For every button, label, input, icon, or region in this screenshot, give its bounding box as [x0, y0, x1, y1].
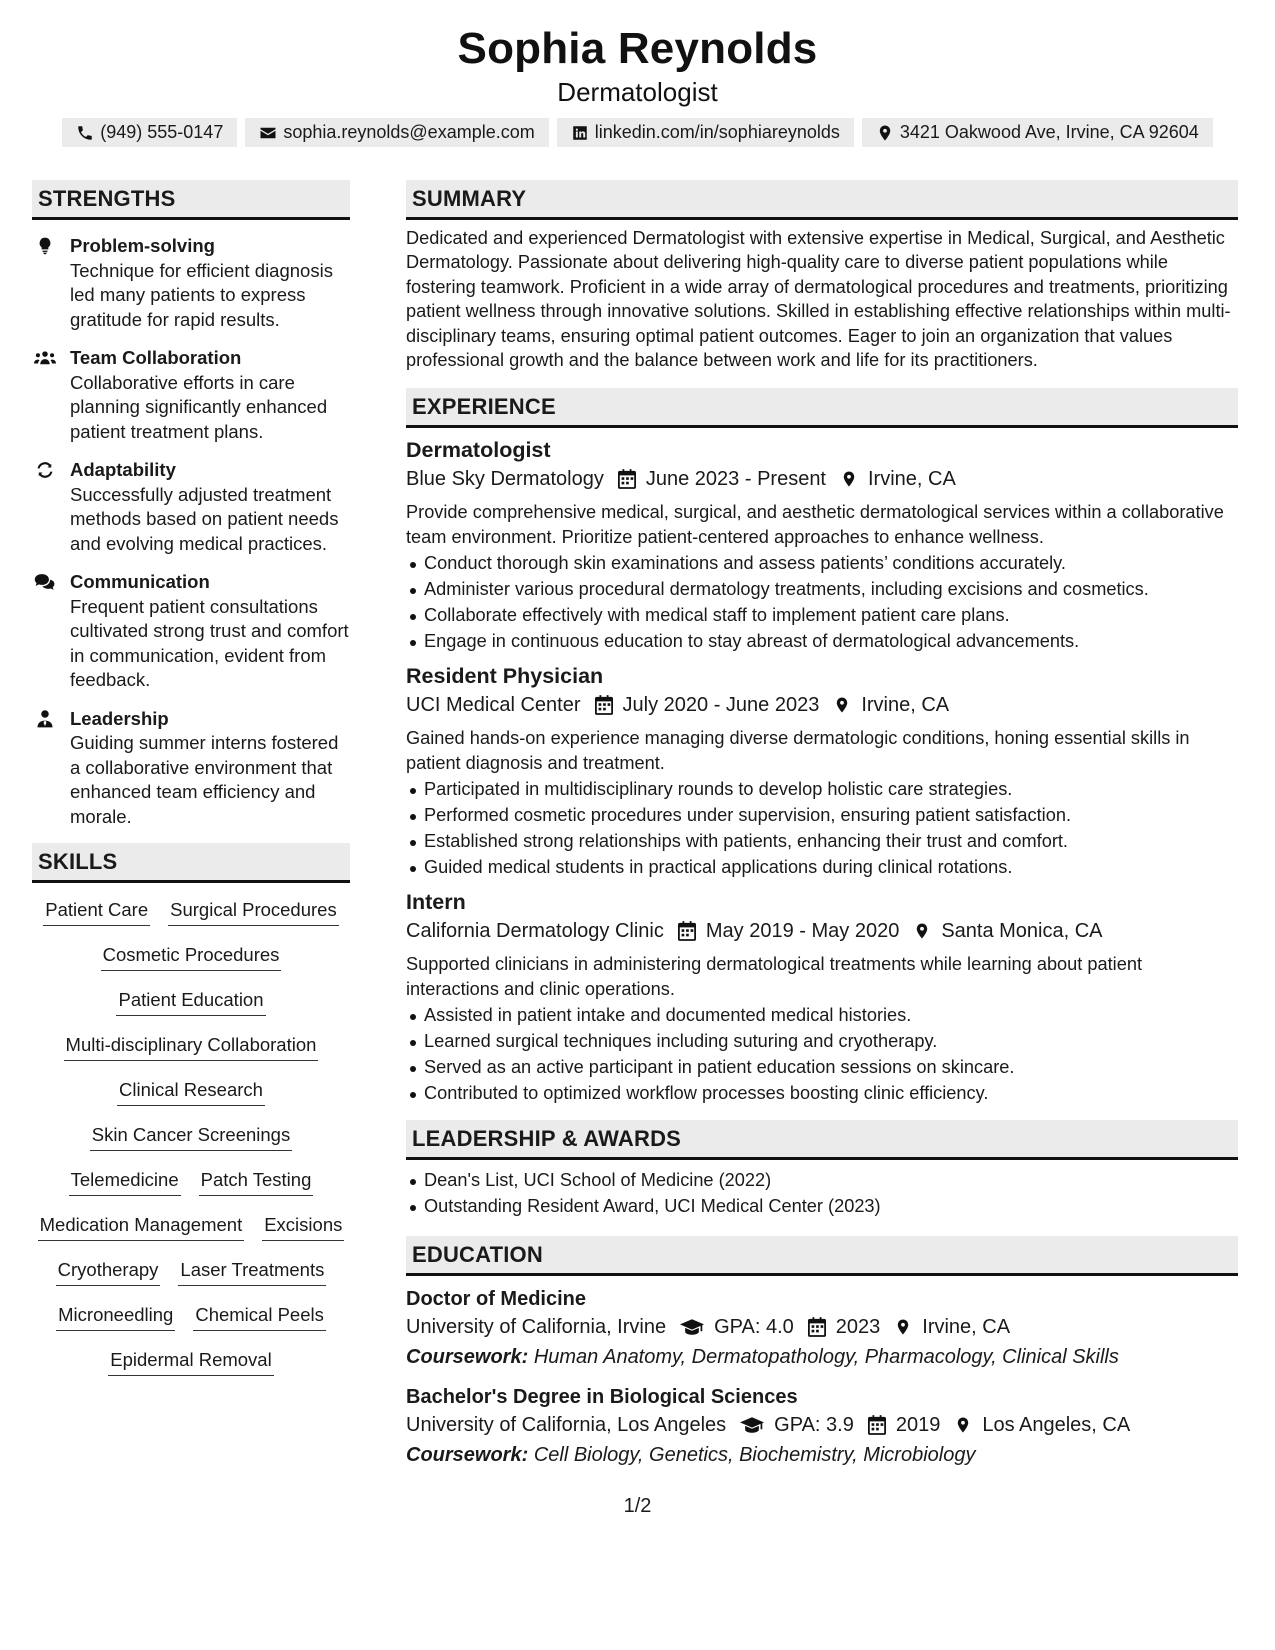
job-entry	[406, 436, 1238, 654]
skill-tag: Patient Education	[116, 987, 265, 1016]
strength-text: Frequent patient consultations cultivated strong trust and comfort in communication, evident from feedback.	[70, 595, 349, 690]
education-entry	[406, 1286, 1238, 1372]
calendar-icon	[808, 1317, 826, 1337]
strength-title: Problem-solving	[70, 235, 215, 256]
list-item: Administer various procedural dermatology treatments, including excisions and cosmetics.	[406, 577, 1238, 603]
education-heading: EDUCATION	[406, 1236, 1238, 1276]
experience-heading: EXPERIENCE	[406, 388, 1238, 428]
comments-icon	[34, 572, 56, 592]
summary-text: Dedicated and experienced Dermatologist with extensive expertise in Medical, Surgical, and Aesthetic Dermatology. Passionate about delivering high-quality care to diverse patient populations while fostering teamwork. Proficient in a wide array of dermatological procedures and treatments, prioritizing patient wellness through innovative solutions. Skilled in establishing effective relationships within multi-disciplinary teams, ensuring optimal patient outcomes. Eager to join an organization that values professional growth and the balance between work and life for its practitioners.	[406, 228, 1231, 371]
strength-title: Adaptability	[70, 459, 176, 480]
page-number: 1/2	[623, 1495, 652, 1517]
skill-tag: Patient Care	[43, 897, 150, 926]
calendar-icon	[618, 469, 636, 489]
coursework-label: Coursework:	[406, 1346, 529, 1369]
strength-title: Team Collaboration	[70, 347, 242, 368]
strength-item	[32, 707, 350, 830]
job-dates: May 2019 - May 2020	[705, 920, 900, 943]
map-pin-icon	[954, 1415, 972, 1435]
job-meta	[406, 916, 1238, 946]
list-item: Engage in continuous education to stay abreast of dermatological advancements.	[406, 629, 1238, 655]
job-title: Resident Physician	[406, 664, 604, 689]
list-item: Served as an active participant in patient education sessions on skincare.	[406, 1055, 1238, 1081]
candidate-role: Dermatologist	[557, 77, 718, 107]
skill-tag: Skin Cancer Screenings	[90, 1122, 292, 1151]
phone-icon	[76, 124, 94, 142]
strengths-heading: STRENGTHS	[32, 180, 350, 220]
list-item: Outstanding Resident Award, UCI Medical Center (2023)	[406, 1194, 1238, 1220]
users-icon	[34, 348, 56, 368]
school-location: Irvine, CA	[922, 1316, 1011, 1339]
job-meta	[406, 464, 1238, 494]
skill-tag: Microneedling	[56, 1302, 175, 1331]
coursework-list: Cell Biology, Genetics, Biochemistry, Microbiology	[533, 1444, 976, 1467]
map-pin-icon	[876, 124, 894, 142]
skill-tag: Surgical Procedures	[168, 897, 339, 926]
job-bullets	[406, 551, 1238, 654]
contact-bar	[0, 118, 1275, 147]
resume-body	[32, 180, 1244, 1482]
gpa: GPA: 4.0	[714, 1316, 794, 1339]
contact-phone[interactable]	[62, 118, 237, 147]
summary-heading: SUMMARY	[406, 180, 1238, 220]
skill-tag: Cosmetic Procedures	[101, 942, 282, 971]
job-title: Intern	[406, 890, 466, 915]
list-item: Established strong relationships with patients, enhancing their trust and comfort.	[406, 829, 1238, 855]
skill-tag: Cryotherapy	[56, 1257, 161, 1286]
list-item: Guided medical students in practical applications during clinical rotations.	[406, 855, 1238, 881]
strength-item	[32, 458, 350, 556]
education-meta	[406, 1312, 1238, 1342]
linkedin-icon	[571, 124, 589, 142]
resume-header	[0, 0, 1275, 147]
job-description: Provide comprehensive medical, surgical, and aesthetic dermatological services within a collaborative team environment. Prioritize patient-centered approaches to enhance wellness.	[406, 502, 1224, 547]
job-title: Dermatologist	[406, 438, 551, 463]
sync-icon	[34, 460, 56, 480]
list-item: Conduct thorough skin examinations and assess patients’ conditions accurately.	[406, 551, 1238, 577]
map-pin-icon	[894, 1317, 912, 1337]
map-pin-icon	[913, 921, 931, 941]
contact-address[interactable]	[862, 118, 1213, 147]
strength-item	[32, 346, 350, 444]
skill-tag: Chemical Peels	[193, 1302, 326, 1331]
right-column	[406, 180, 1238, 1482]
strength-item	[32, 234, 350, 332]
calendar-icon	[678, 921, 696, 941]
job-location: Irvine, CA	[868, 468, 956, 491]
skills-list	[32, 897, 350, 1392]
strength-title: Leadership	[70, 707, 169, 729]
job-dates: June 2023 - Present	[645, 468, 826, 491]
coursework	[406, 1440, 1238, 1470]
skill-tag: Patch Testing	[199, 1167, 314, 1196]
skill-tag: Excisions	[262, 1212, 344, 1241]
graduation-cap-icon	[740, 1415, 764, 1435]
envelope-icon	[259, 124, 277, 142]
skill-tag: Epidermal Removal	[108, 1347, 273, 1376]
user-tie-icon	[34, 709, 56, 729]
lightbulb-icon	[34, 236, 56, 256]
job-description: Gained hands-on experience managing diverse dermatologic conditions, honing essential skills in patient diagnosis and treatment.	[406, 728, 1190, 773]
graduation-year: 2023	[835, 1316, 881, 1339]
graduation-cap-icon	[680, 1317, 704, 1337]
awards-heading: LEADERSHIP & AWARDS	[406, 1120, 1238, 1160]
calendar-icon	[595, 695, 613, 715]
awards-list	[406, 1168, 1238, 1220]
list-item: Performed cosmetic procedures under supervision, ensuring patient satisfaction.	[406, 803, 1238, 829]
skill-tag: Medication Management	[38, 1212, 245, 1241]
education-meta	[406, 1410, 1238, 1440]
candidate-name: Sophia Reynolds	[457, 24, 818, 73]
strengths-list	[32, 234, 350, 829]
job-location: Irvine, CA	[861, 694, 950, 717]
skill-tag: Telemedicine	[69, 1167, 181, 1196]
skills-heading: SKILLS	[32, 843, 350, 883]
job-org: UCI Medical Center	[406, 694, 581, 717]
contact-linkedin-text: linkedin.com/in/sophiareynolds	[594, 122, 840, 142]
job-entry	[406, 888, 1238, 1106]
school-location: Los Angeles, CA	[982, 1414, 1131, 1437]
list-item: Learned surgical techniques including suturing and cryotherapy.	[406, 1029, 1238, 1055]
education-entry	[406, 1384, 1238, 1470]
job-bullets	[406, 1003, 1238, 1106]
contact-linkedin[interactable]	[557, 118, 854, 147]
list-item: Assisted in patient intake and documented medical histories.	[406, 1003, 1238, 1029]
job-dates: July 2020 - June 2023	[622, 694, 820, 717]
contact-email-text: sophia.reynolds@example.com	[283, 122, 535, 142]
left-column	[32, 180, 350, 1482]
job-org: California Dermatology Clinic	[406, 920, 664, 943]
calendar-icon	[868, 1415, 886, 1435]
skill-tag: Clinical Research	[117, 1077, 265, 1106]
graduation-year: 2019	[895, 1414, 941, 1437]
coursework-list: Human Anatomy, Dermatopathology, Pharmacology, Clinical Skills	[533, 1346, 1119, 1369]
list-item: Dean's List, UCI School of Medicine (2022)	[406, 1168, 1238, 1194]
contact-email[interactable]	[245, 118, 548, 147]
strength-title: Communication	[70, 571, 210, 592]
job-org: Blue Sky Dermatology	[406, 468, 604, 491]
list-item: Participated in multidisciplinary rounds to develop holistic care strategies.	[406, 777, 1238, 803]
coursework-label: Coursework:	[406, 1444, 529, 1467]
contact-phone-text: (949) 555-0147	[100, 122, 224, 142]
list-item: Collaborate effectively with medical staff to implement patient care plans.	[406, 603, 1238, 629]
strength-text: Technique for efficient diagnosis led many patients to express gratitude for rapid results.	[70, 259, 333, 330]
coursework	[406, 1342, 1238, 1372]
skill-tag: Laser Treatments	[178, 1257, 326, 1286]
list-item: Contributed to optimized workflow processes boosting clinic efficiency.	[406, 1081, 1238, 1107]
job-bullets	[406, 777, 1238, 880]
job-meta	[406, 690, 1238, 720]
job-entry	[406, 662, 1238, 880]
degree-title: Bachelor's Degree in Biological Sciences	[406, 1386, 798, 1409]
strength-text: Successfully adjusted treatment methods based on patient needs and evolving medical practices.	[70, 483, 339, 554]
gpa: GPA: 3.9	[774, 1414, 854, 1437]
map-pin-icon	[833, 695, 851, 715]
contact-address-text: 3421 Oakwood Ave, Irvine, CA 92604	[899, 122, 1199, 142]
degree-title: Doctor of Medicine	[406, 1288, 587, 1311]
strength-text: Collaborative efforts in care planning significantly enhanced patient treatment plans.	[70, 371, 328, 442]
skills-section	[32, 843, 350, 1392]
map-pin-icon	[840, 469, 858, 489]
job-description: Supported clinicians in administering dermatological treatments while learning about patient interactions and clinic operations.	[406, 954, 1142, 999]
skill-tag: Multi-disciplinary Collaboration	[64, 1032, 319, 1061]
school-name: University of California, Los Angeles	[406, 1414, 727, 1437]
strength-text: Guiding summer interns fostered a collaborative environment that enhanced team efficiency and morale.	[70, 732, 339, 827]
job-location: Santa Monica, CA	[941, 920, 1103, 943]
school-name: University of California, Irvine	[406, 1316, 667, 1339]
strength-item	[32, 570, 350, 693]
